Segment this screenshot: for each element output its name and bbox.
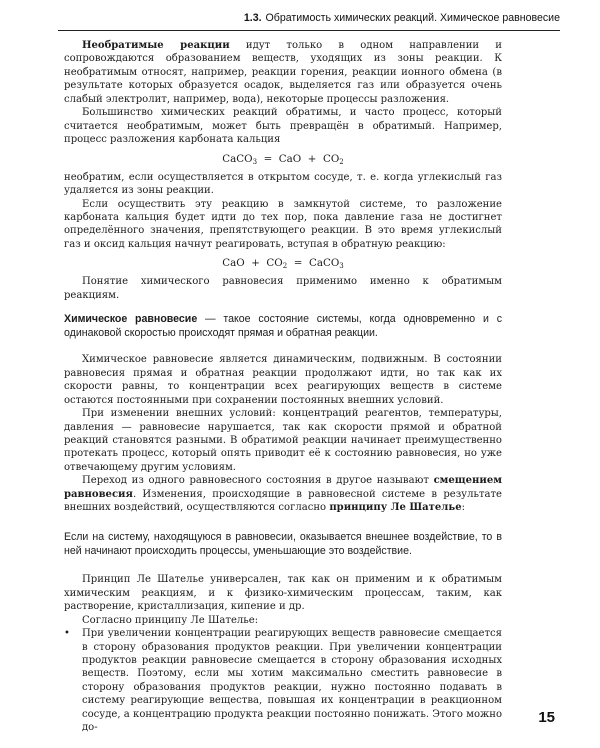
paragraph-closed-system: Если осуществить эту реакцию в замкнутой системе, то разложение карбоната кальция будет идти до тех пор, пока давление газа не достигнет определённого значения, препятствующего реакции. В это время углекислый газ и оксид кальция начнут реагировать, вступая в обратную реакцию: — [64, 198, 502, 250]
formula-decomposition — [64, 152, 502, 167]
formula-subscript: 2 — [282, 262, 288, 271]
term-shift: смещением равновесия — [64, 475, 502, 500]
formula-term: CaCO — [308, 257, 340, 270]
paragraph-equilibrium-concept: Понятие химического равновесия применимо именно к обратимым реакциям. — [64, 276, 502, 301]
formula-plus: + — [307, 152, 317, 165]
paragraph-open-vessel: необратим, если осуществляется в открытом сосуде, т. е. когда углекислый газ удаляется из зоны реакции. — [64, 171, 502, 197]
formula-term: CO — [322, 152, 340, 165]
paragraph-irreversible — [64, 39, 502, 106]
paragraph-according: Согласно принципу Ле Шателье: — [82, 614, 259, 626]
page-body — [64, 39, 502, 735]
formula-subscript: 3 — [339, 262, 344, 271]
formula-subscript: 3 — [252, 157, 258, 166]
paragraph-reversible: Большинство химических реакций обратимы, и часто процесс, который считается необратимым, может быть превращён в обратимый. Например, процесс разложения карбоната кальция — [64, 107, 502, 146]
formula-term: CaO — [278, 152, 302, 165]
bullet-dot: • — [64, 628, 70, 640]
running-header — [58, 7, 560, 29]
formula-term: CO — [266, 257, 283, 270]
definition-text: — такое состояние системы, когда одновременно и с одинаковой скоростью происходят прямая и обратная реакции. — [64, 313, 502, 340]
term-irreversible: Необратимые реакции — [82, 40, 230, 51]
bullet-text: При увеличении концентрации реагирующих веществ равновесие смещается в сторону образования продуктов реакции. При увеличении концентрации продуктов реакции равновесие смещается в сторону образования исходных веществ. Поэтому, если мы хотим максимально сместить равновесие в сторону образования продуктов реакции, нужно постоянно подавать в систему реагирующие вещества, повышая их концентрации в реакционном сосуде, а концентрацию продукта реакции постоянно понижать. Этого можно до- — [82, 628, 502, 734]
paragraph-shift — [64, 474, 502, 514]
page-number: 15 — [538, 709, 555, 726]
definition-equilibrium — [64, 312, 502, 340]
term-le-chatelier: принципу Ле Шателье — [329, 502, 462, 514]
paragraph-text: . Изменения, происходящие в равновесной системе в результате внешних воздействий, осуществляются согласно — [64, 488, 502, 514]
paragraph-external-conditions: При изменении внешних условий: концентраций реагентов, температуры, давления — равновесие нарушается, так как скорости прямой и обратной реакций становятся разными. В обратимой реакции начинает преимущественно протекать процесс, который опять приводит её к состоянию равновесия, но уже отвечающему другим условиям. — [64, 408, 502, 473]
paragraph-text: : — [461, 502, 465, 514]
le-chatelier-principle: Если на систему, находящуюся в равновесии, оказывается внешнее воздействие, то в ней начинают происходить процессы, уменьшающие это воздействие. — [64, 530, 502, 557]
paragraph-text: идут только в одном направлении и сопровождаются образованием веществ, уходящих из зоны реакции. К необратимым относят, например, реакции горения, реакции ионного обмена (в результате которых образуется осадок, выделяется газ или образуется очень слабый электролит, например, вода), некоторые процессы разложения. — [64, 40, 503, 105]
bullet-concentration — [64, 627, 502, 735]
paragraph-text: Переход из одного равновесного состояния в другое называют — [82, 475, 434, 487]
paragraph-dynamic: Химическое равновесие является динамическим, подвижным. В состоянии равновесия прямая и обратная реакции продолжают идти, но так как их скорости равны, то концентрации всех реагирующих веществ в системе остаются постоянными при сохранении постоянных внешних условий. — [64, 354, 502, 406]
formula-equals: = — [293, 257, 303, 270]
formula-reverse — [64, 256, 502, 271]
section-number: 1.3. — [243, 12, 262, 24]
formula-equals: = — [263, 152, 273, 165]
paragraph-universal: Принцип Ле Шателье универсален, так как он применим и к обратимым химическим реакциям, и к физико-химическим процессам, таким, как растворение, кристаллизация, кипение и др. — [64, 574, 502, 613]
formula-subscript: 2 — [339, 157, 344, 166]
header-rule — [58, 30, 560, 31]
section-title: Обратимость химических реакций. Химическое равновесие — [265, 12, 560, 24]
formula-term: CaCO — [222, 152, 253, 165]
term-equilibrium: Химическое равновесие — [64, 313, 198, 326]
formula-plus: + — [251, 257, 260, 270]
formula-term: CaO — [222, 257, 245, 270]
